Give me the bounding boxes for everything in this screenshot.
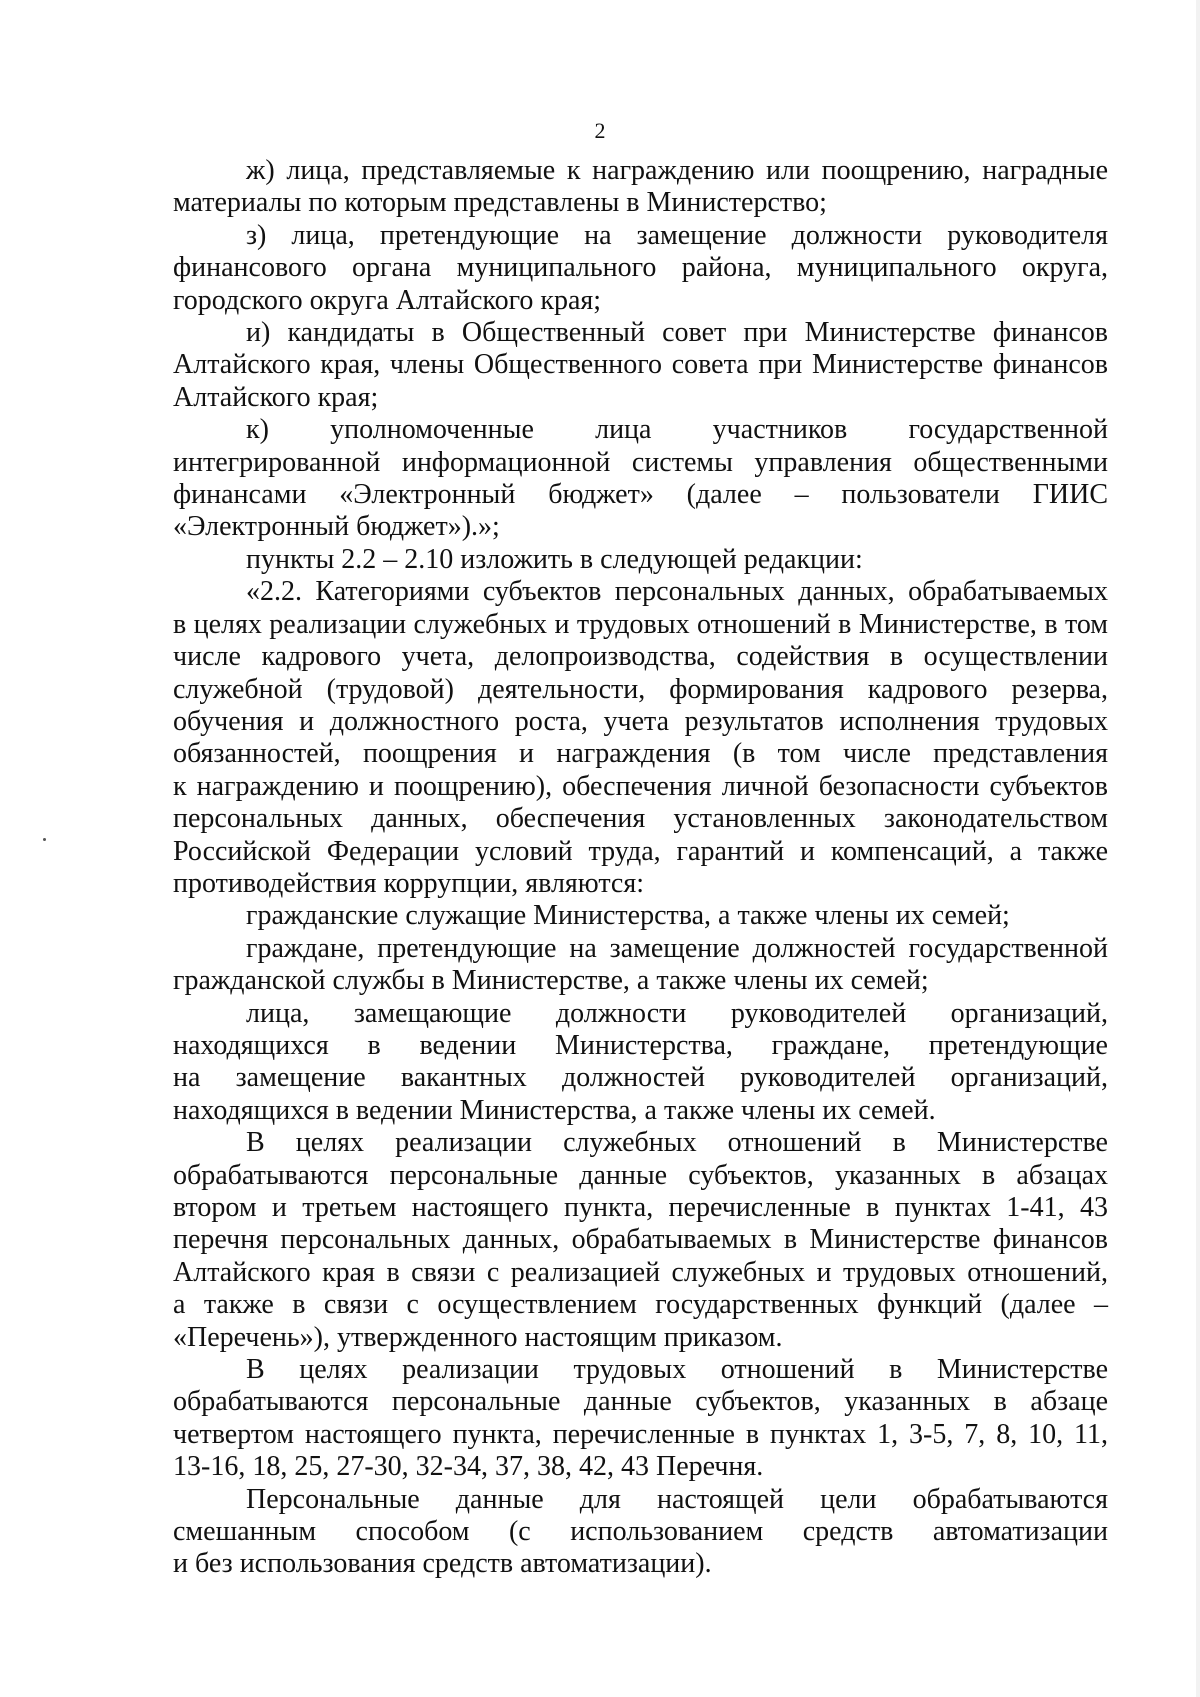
page-number: 2 xyxy=(594,118,606,143)
text-line: финансового органа муниципального района, муниципального округа, xyxy=(173,252,1108,284)
text-line: пункты 2.2 – 2.10 изложить в следующей редакции: xyxy=(246,543,863,575)
text-line: четвертом настоящего пункта, перечисленные в пунктах 1, 3-5, 7, 8, 10, 11, xyxy=(173,1418,1108,1450)
text-line: интегрированной информационной системы управления общественными xyxy=(173,446,1108,478)
text-line: находящихся в ведении Министерства, а также члены их семей. xyxy=(173,1094,936,1126)
text-line: Алтайского края, члены Общественного совета при Министерстве финансов xyxy=(173,349,1108,381)
text-line: персональных данных, обеспечения установленных законодательством xyxy=(173,803,1108,835)
text-line: городского округа Алтайского края; xyxy=(173,284,602,316)
text-line: обрабатываются персональные данные субъектов, указанных в абзацах xyxy=(173,1159,1108,1191)
text-line: и) кандидаты в Общественный совет при Министерстве финансов xyxy=(246,317,1108,349)
text-line: перечня персональных данных, обрабатываемых в Министерстве финансов xyxy=(173,1224,1108,1256)
text-line: граждане, претендующие на замещение должностей государственной xyxy=(246,932,1108,964)
text-line: гражданской службы в Министерстве, а также члены их семей; xyxy=(173,965,929,997)
text-line: обрабатываются персональные данные субъектов, указанных в абзаце xyxy=(173,1386,1108,1418)
paragraph xyxy=(173,1127,1108,1354)
paragraph xyxy=(173,544,1108,576)
paragraph xyxy=(173,576,1108,900)
text-line: з) лица, претендующие на замещение должности руководителя xyxy=(246,219,1108,251)
paragraph xyxy=(173,933,1108,998)
text-line: лица, замещающие должности руководителей организаций, xyxy=(246,997,1108,1029)
scan-edge xyxy=(1196,0,1200,1697)
text-line: Алтайского края в связи с реализацией служебных и трудовых отношений, xyxy=(173,1256,1108,1288)
text-line: «2.2. Категориями субъектов персональных данных, обрабатываемых xyxy=(246,576,1108,608)
text-line: на замещение вакантных должностей руководителей организаций, xyxy=(173,1062,1108,1094)
text-line: гражданские служащие Министерства, а также члены их семей; xyxy=(246,900,1010,932)
text-line: материалы по которым представлены в Министерство; xyxy=(173,187,827,219)
text-line: противодействия коррупции, являются: xyxy=(173,867,645,899)
scan-speck xyxy=(43,838,46,841)
text-line: В целях реализации служебных отношений в Министерстве xyxy=(246,1127,1108,1159)
text-line: втором и третьем настоящего пункта, перечисленные в пунктах 1-41, 43 xyxy=(173,1192,1108,1223)
text-line: к) уполномоченные лица участников государственной xyxy=(246,414,1108,446)
text-line: находящихся в ведении Министерства, граждане, претендующие xyxy=(173,1029,1108,1061)
text-line: «Перечень»), утвержденного настоящим приказом. xyxy=(173,1321,783,1353)
paragraph xyxy=(173,155,1108,220)
text-line: ж) лица, представляемые к награждению или поощрению, наградные xyxy=(246,155,1108,186)
text-line: Российской Федерации условий труда, гарантий и компенсаций, а также xyxy=(173,835,1108,867)
text-line: к награждению и поощрению), обеспечения личной безопасности субъектов xyxy=(173,770,1108,802)
paragraph xyxy=(173,900,1108,932)
text-line: а также в связи с осуществлением государственных функций (далее – xyxy=(173,1289,1108,1321)
paragraph xyxy=(173,220,1108,317)
text-line: служебной (трудовой) деятельности, формирования кадрового резерва, xyxy=(173,673,1108,705)
text-line: Персональные данные для настоящей цели обрабатываются xyxy=(246,1483,1108,1515)
text-line: в целях реализации служебных и трудовых отношений в Министерстве, в том xyxy=(173,608,1108,640)
text-line: обучения и должностного роста, учета результатов исполнения трудовых xyxy=(173,705,1108,737)
text-line: и без использования средств автоматизации). xyxy=(173,1548,712,1580)
paragraph xyxy=(173,998,1108,1128)
text-line: числе кадрового учета, делопроизводства, содействия в осуществлении xyxy=(173,641,1108,673)
text-line: Алтайского края; xyxy=(173,381,379,413)
paragraph xyxy=(173,414,1108,544)
paragraph xyxy=(173,317,1108,414)
paragraph xyxy=(173,1484,1108,1581)
text-line: финансами «Электронный бюджет» (далее – пользователи ГИИС xyxy=(173,479,1108,511)
document-body xyxy=(173,155,1108,1581)
text-line: В целях реализации трудовых отношений в Министерстве xyxy=(246,1354,1108,1386)
text-line: смешанным способом (с использованием средств автоматизации xyxy=(173,1516,1108,1548)
text-line: «Электронный бюджет»).»; xyxy=(173,511,500,543)
paragraph xyxy=(173,1354,1108,1484)
text-line: обязанностей, поощрения и награждения (в том числе представления xyxy=(173,738,1108,770)
text-line: 13-16, 18, 25, 27-30, 32-34, 37, 38, 42, 43 Перечня. xyxy=(173,1451,764,1483)
